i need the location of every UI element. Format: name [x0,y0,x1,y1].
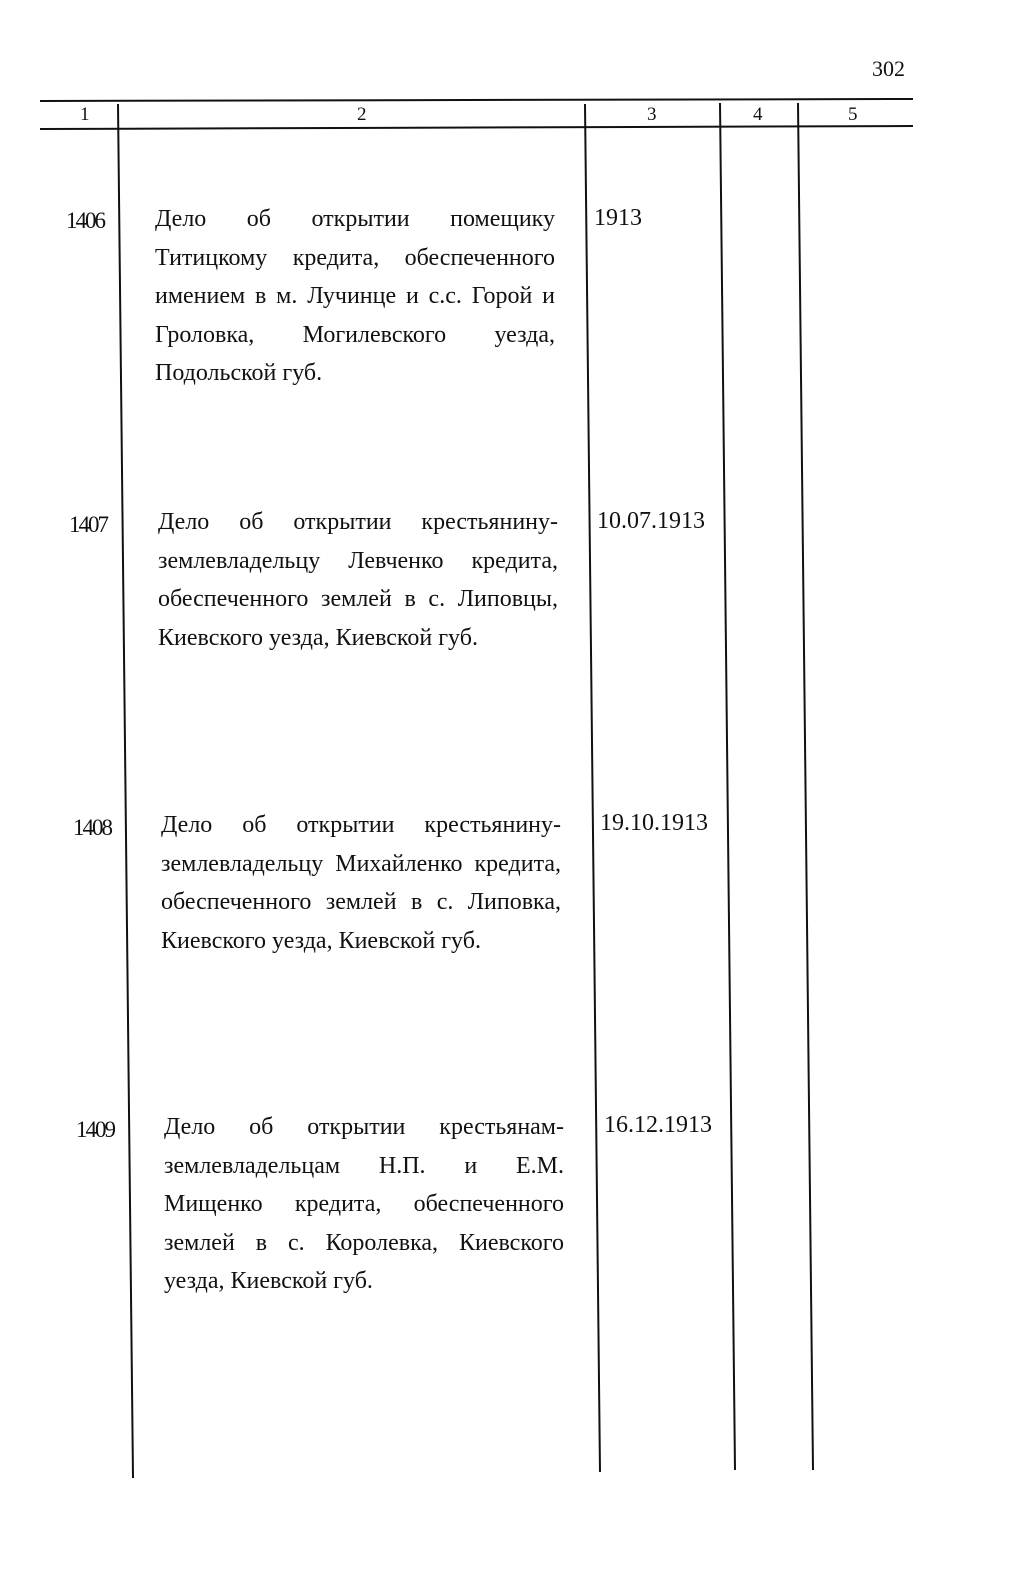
entry-date: 1913 [594,205,642,231]
column-header-3: 3 [647,104,657,125]
column-header-4: 4 [753,104,763,125]
entry-date: 16.12.1913 [604,1112,712,1138]
entry-number: 1407 [69,512,107,537]
entry-number: 1408 [73,815,111,840]
column-header-5: 5 [848,104,858,125]
entry-description: Дело об открытии крестьянину-землевладельцу Михайленко кредита, обеспеченного землей в с. Липовка, Киевского уезда, Киевской губ. [161,812,561,954]
entry-date: 19.10.1913 [600,810,708,836]
column-header-1: 1 [80,104,90,125]
entry-description: Дело об открытии помещику Титицкому кредита, обеспеченного имением в м. Лучинце и с.с. Горой и Гроловка, Могилевского уезда, Подольской губ. [155,206,555,386]
entry-number: 1409 [76,1117,114,1142]
column-header-2: 2 [357,104,367,125]
entry-date: 10.07.1913 [597,508,705,534]
page-number: 302 [872,56,905,81]
entry-description: Дело об открытии крестьянину-землевладельцу Левченко кредита, обеспеченного землей в с. Липовцы, Киевского уезда, Киевской губ. [158,509,558,651]
entry-number: 1406 [66,208,104,233]
entry-description: Дело об открытии крестьянам-землевладельцам Н.П. и Е.М. Мищенко кредита, обеспеченного землей в с. Королевка, Киевского уезда, Киевской губ. [164,1114,564,1294]
